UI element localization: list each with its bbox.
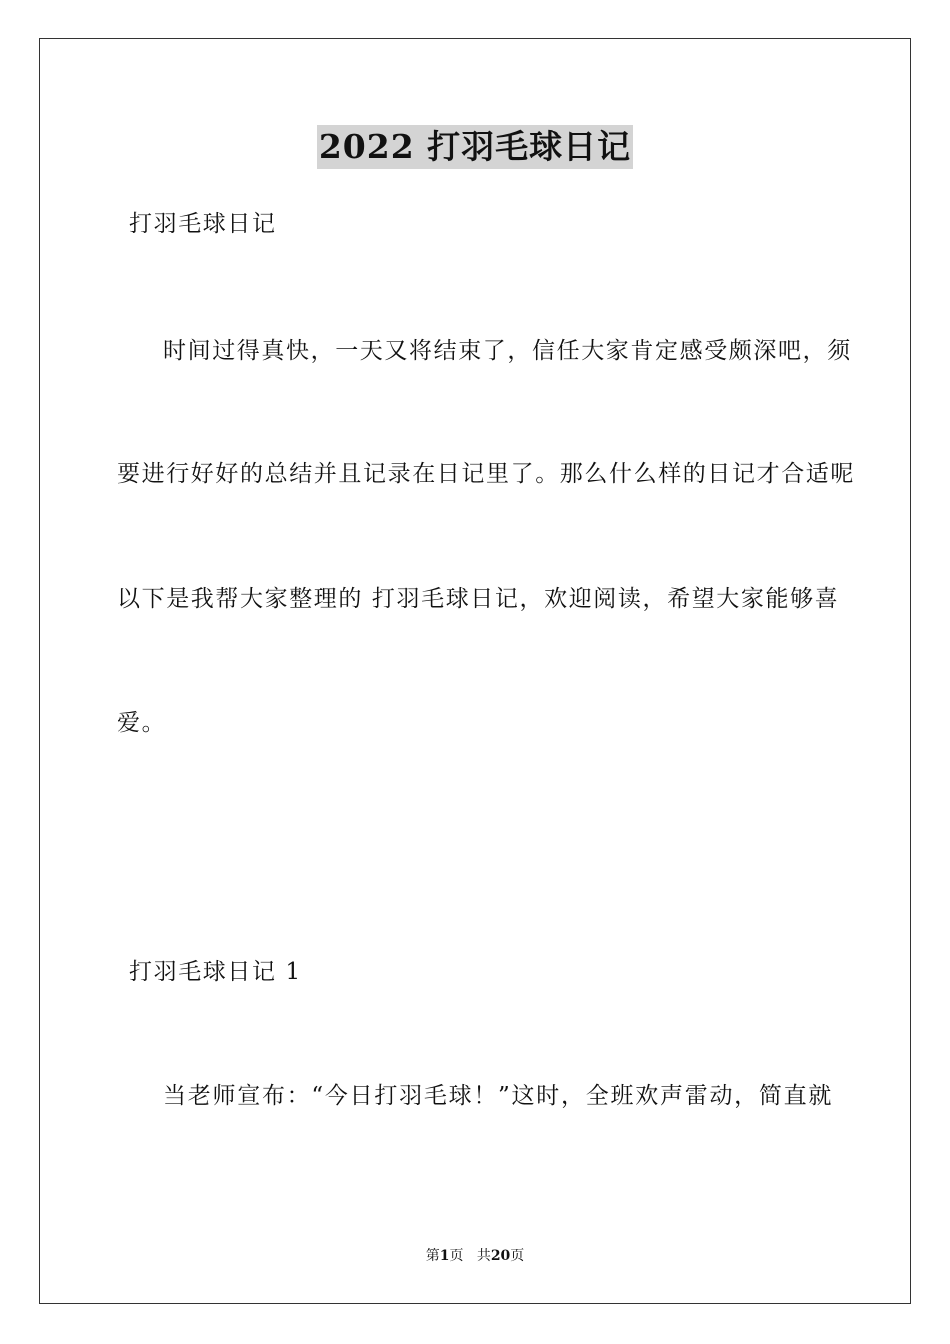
footer-prefix: 第 [425,1248,440,1264]
footer-page-suffix: 页 [449,1248,464,1264]
paragraph-line: 当老师宣布：“今日打羽毛球！”这时，全班欢声雷动，简直就 [163,1083,833,1109]
document-title: 2022 打羽毛球日记 [317,125,633,169]
footer-total-suffix: 页 [510,1248,525,1264]
paragraph-line: 要进行好好的总结并且记录在日记里了。那么什么样的日记才合适呢 [117,461,855,487]
paragraph-line: 爱。 [117,710,167,736]
subheading: 打羽毛球日记 [129,211,277,237]
paragraph-line: 以下是我帮大家整理的 打羽毛球日记，欢迎阅读，希望大家能够喜 [117,586,840,612]
paragraph-line: 时间过得真快，一天又将结束了，信任大家肯定感受颇深吧，须 [163,338,852,364]
current-page-number: 1 [439,1248,450,1264]
page-footer [0,1247,950,1265]
total-pages-number: 20 [490,1248,511,1264]
diary-entry-heading: 打羽毛球日记 1 [129,959,302,985]
footer-total-prefix: 共 [476,1248,491,1264]
title-container [0,125,950,169]
